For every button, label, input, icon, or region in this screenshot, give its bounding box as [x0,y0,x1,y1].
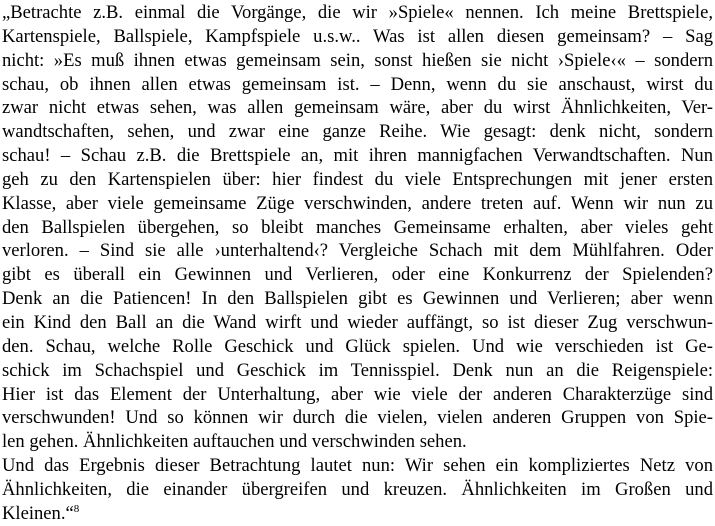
text-line: ein Kind den Ball an die Wand wirft und wieder auffängt, so ist dieser Zug verschwun- [2,311,713,333]
text-line: den Ballspielen übergehen, so bleibt manches Gemeinsame erhalten, aber vieles geht [2,216,713,238]
text-line: schick im Schachspiel und Geschick im Tennisspiel. Denk nun an die Reigenspiele: [2,359,713,381]
footnote-marker[interactable]: 8 [73,502,80,515]
text-line: wandtschaften, sehen, und zwar eine ganze Reihe. Wie gesagt: denk nicht, sondern [2,121,713,143]
text-line: geh zu den Kartenspielen über: hier findest du viele Entsprechungen mit jener ersten [2,168,713,190]
text-line: den. Schau, welche Rolle Geschick und Glück spielen. Und wie verschieden ist Ge- [2,335,713,357]
text-line: Denk an die Patiencen! In den Ballspielen gibt es Gewinnen und Verlieren; aber wenn [2,288,713,310]
text-line: Und das Ergebnis dieser Betrachtung lautet nun: Wir sehen ein kompliziertes Netz von [2,455,713,477]
text-line: Klasse, aber viele gemeinsame Züge verschwinden, andere treten auf. Wenn wir nun zu [2,192,713,214]
text-line: gibt es überall ein Gewinnen und Verlieren, oder eine Konkurrenz der Spielenden? [2,264,713,286]
text-line: nicht: »Es muß ihnen etwas gemeinsam sein, sonst hießen sie nicht ›Spiele‹« – sondern [2,49,713,71]
document-page [2,1,713,526]
text-line: schau! – Schau z.B. die Brettspiele an, mit ihren mannigfachen Verwandtschaften. Nun [2,145,713,167]
text-line-content: Kleinen.“ [2,502,74,524]
quote-paragraph [2,1,713,454]
text-line: schau, ob ihnen allen etwas gemeinsam ist. – Denn, wenn du sie anschaust, wirst du [2,73,713,95]
text-line: Kartenspiele, Ballspiele, Kampfspiele u.s.w.. Was ist allen diesen gemeinsam? – Sag [2,25,713,47]
text-line: verschwunden! Und so können wir durch die vielen, vielen anderen Gruppen von Spie- [2,407,713,429]
text-line: len gehen. Ähnlichkeiten auftauchen und verschwinden sehen. [2,431,467,453]
text-line: „Betrachte z.B. einmal die Vorgänge, die wir »Spiele« nennen. Ich meine Brettspiele, [2,2,713,23]
conclusion-paragraph [2,454,713,526]
text-line: zwar nicht etwas sehen, was allen gemeinsam wäre, aber du wirst Ähnlichkeiten, Ver- [2,97,713,119]
text-line: Hier ist das Element der Unterhaltung, aber wie viele der anderen Charakterzüge sind [2,383,713,405]
text-line: verloren. – Sind sie alle ›unterhaltend‹? Vergleiche Schach mit dem Mühlfahren. Oder [2,240,713,262]
text-line-last [2,502,713,526]
text-line: Ähnlichkeiten, die einander übergreifen und kreuzen. Ähnlichkeiten im Großen und [2,478,713,500]
